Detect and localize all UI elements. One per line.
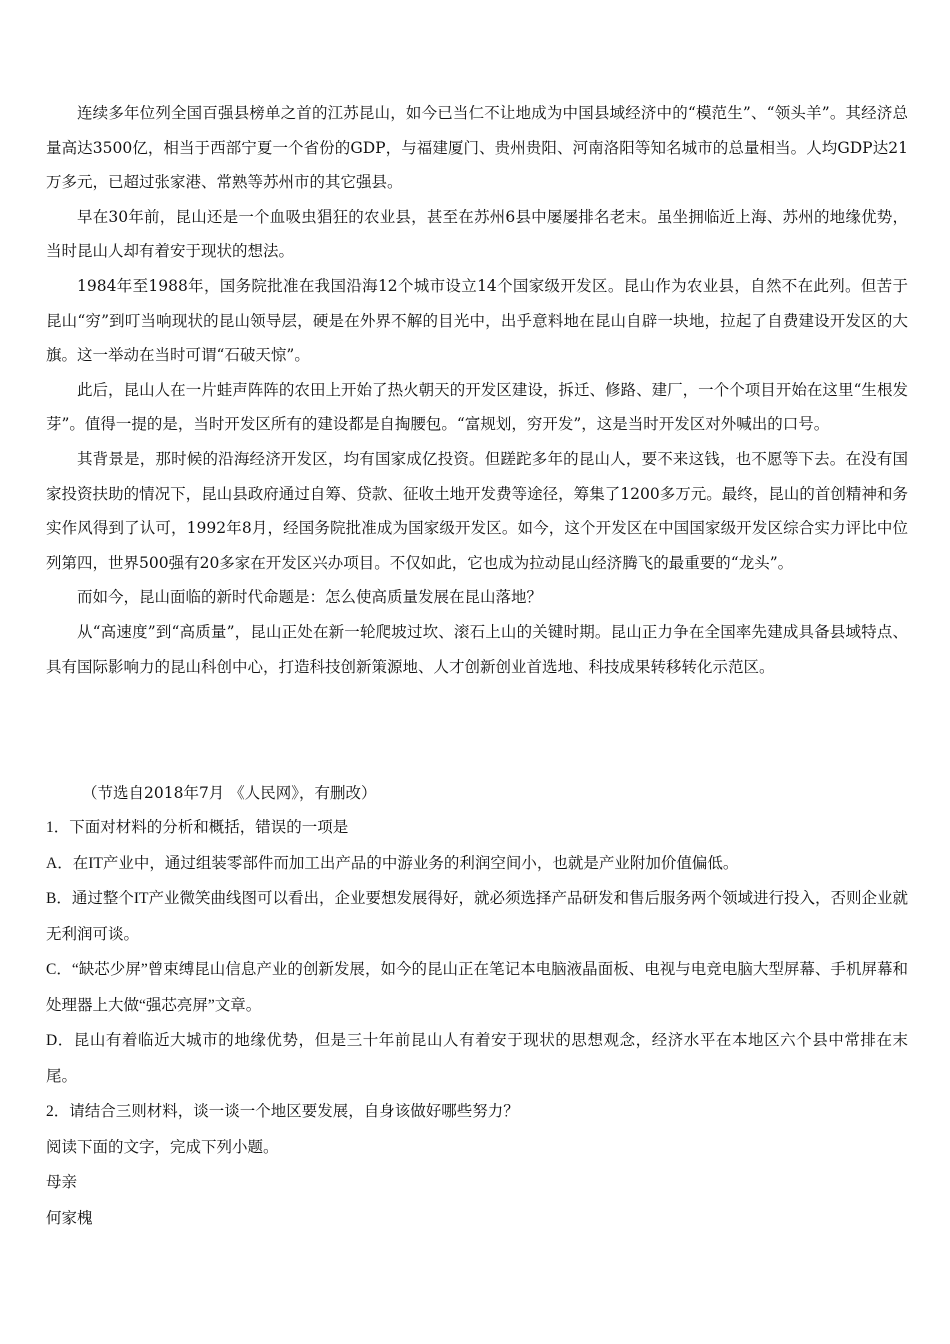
reading-instruction: 阅读下面的文字，完成下列小题。	[46, 1138, 279, 1156]
question-1-option-a: A．在IT产业中，通过组装零部件而加工出产品的中游业务的利润空间小，也就是产业附加价值偏低。	[46, 854, 739, 872]
article-paragraph: 从“高速度”到“高质量”，昆山正处在新一轮爬坡过坎、滚石上山的关键时期。昆山正力争在全国率先建成具备县域特点、具有国际影响力的昆山科创中心，打造科技创新策源地、人才创新创业首选地、科技成果转移转化示范区。	[46, 622, 908, 676]
question-1-stem: 1．下面对材料的分析和概括，错误的一项是	[46, 819, 349, 836]
questions-section	[46, 810, 908, 1236]
question-1-option-c: C．“缺芯少屏”曾束缚昆山信息产业的创新发展，如今的昆山正在笔记本电脑液晶面板、电视与电竞电脑大型屏幕、手机屏幕和处理器上大做“强芯亮屏”文章。	[46, 961, 908, 1014]
question-2-stem: 2．请结合三则材料，谈一谈一个地区要发展，自身该做好哪些努力？	[46, 1103, 519, 1120]
question-1-option-d: D．昆山有着临近大城市的地缘优势，但是三十年前昆山人有着安于现状的思想观念，经济水平在本地区六个县中常排在末尾。	[46, 1032, 908, 1085]
article-paragraph: 早在30年前，昆山还是一个血吸虫猖狂的农业县，甚至在苏州6县中屡屡排名老末。虽坐拥临近上海、苏州的地缘优势，当时昆山人却有着安于现状的想法。	[46, 207, 908, 261]
article-body	[46, 96, 908, 684]
article-paragraph: 而如今，昆山面临的新时代命题是：怎么使高质量发展在昆山落地？	[77, 588, 543, 607]
article-paragraph: 其背景是，那时候的沿海经济开发区，均有国家成亿投资。但蹉跎多年的昆山人，要不来这钱，也不愿等下去。在没有国家投资扶助的情况下，昆山县政府通过自筹、贷款、征收土地开发费等途径，筹集了1200多万元。最终，昆山的首创精神和务实作风得到了认可，1992年8月，经国务院批准成为国家级开发区。如今，这个开发区在中国国家级开发区综合实力评比中位列第四，世界500强有20多家在开发区兴办项目。不仅如此，它也成为拉动昆山经济腾飞的最重要的“龙头”。	[46, 449, 908, 572]
article-paragraph: 此后，昆山人在一片蛙声阵阵的农田上开始了热火朝天的开发区建设，拆迁、修路、建厂，一个个项目开始在这里“生根发芽”。值得一提的是，当时开发区所有的建设都是自掏腰包。“富规划，穷开发”，这是当时开发区对外喊出的口号。	[46, 380, 908, 434]
passage-author: 何家槐	[46, 1209, 93, 1227]
article-paragraph: 1984年至1988年，国务院批准在我国沿海12个城市设立14个国家级开发区。昆山作为农业县，自然不在此列。但苦于昆山“穷”到叮当响现状的昆山领导层，硬是在外界不解的目光中，出乎意料地在昆山自辟一块地，拉起了自费建设开发区的大旗。这一举动在当时可谓“石破天惊”。	[46, 276, 908, 365]
passage-title: 母亲	[46, 1174, 78, 1191]
article-paragraph: 连续多年位列全国百强县榜单之首的江苏昆山，如今已当仁不让地成为中国县域经济中的“模范生”、“领头羊”。其经济总量高达3500亿，相当于西部宁夏一个省份的GDP，与福建厦门、贵州贵阳、河南洛阳等知名城市的总量相当。人均GDP达21万多元，已超过张家港、常熟等苏州市的其它强县。	[46, 104, 908, 192]
article-source-note: （节选自2018年7月 《人民网》，有删改）	[82, 784, 377, 802]
question-1-option-b: B．通过整个IT产业微笑曲线图可以看出，企业要想发展得好，就必须选择产品研发和售后服务两个领域进行投入，否则企业就无利润可谈。	[46, 890, 908, 943]
